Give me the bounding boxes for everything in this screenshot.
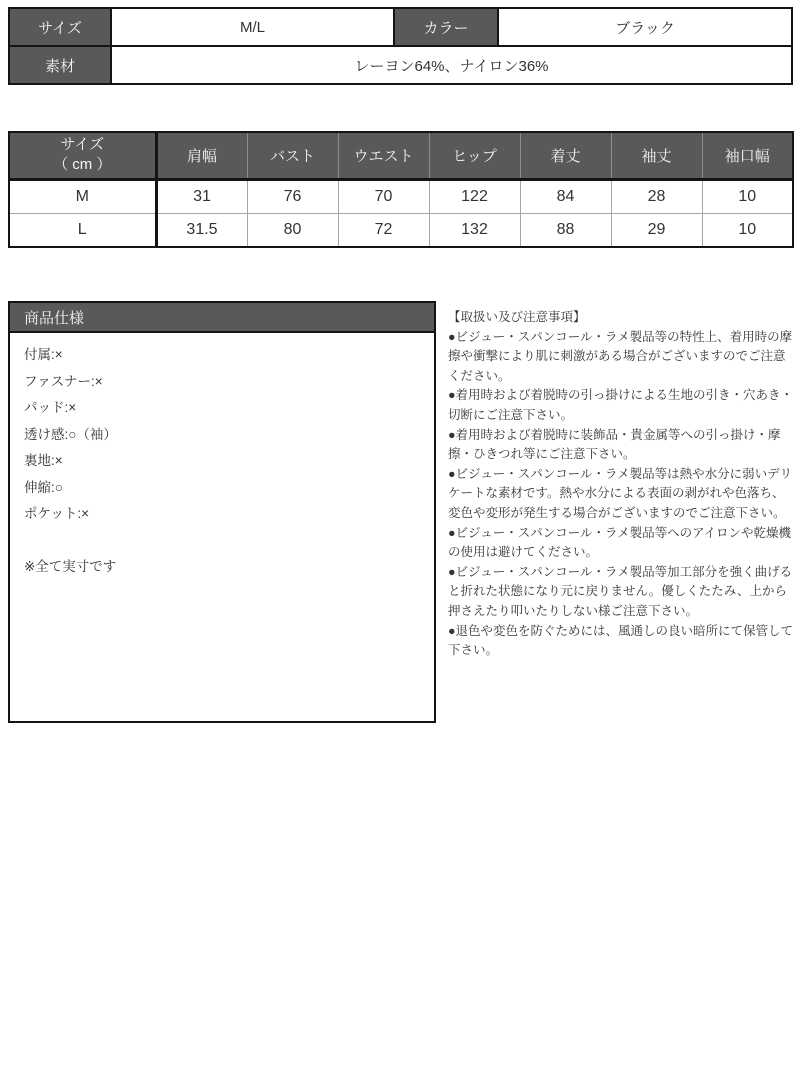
spec-item-pocket: ポケット:× bbox=[24, 506, 89, 521]
care-note-item: ●ビジュー・スパンコール・ラメ製品等は熱や水分に弱いデリケートな素材です。熱や水分による表面の剥がれや色落ち、変色や変形が発生する場合がございますのでご注意下さい。 bbox=[448, 466, 793, 520]
cell-l-hip: 132 bbox=[429, 213, 520, 247]
column-header-waist: ウエスト bbox=[338, 132, 429, 179]
size-label: サイズ bbox=[9, 8, 111, 46]
cell-l-waist: 72 bbox=[338, 213, 429, 247]
care-note-item: ●ビジュー・スパンコール・ラメ製品等へのアイロンや乾燥機の使用は避けてください。 bbox=[448, 525, 792, 560]
care-notes bbox=[448, 308, 795, 661]
product-spec-title: 商品仕様 bbox=[10, 303, 434, 333]
cell-m-sleeve: 28 bbox=[611, 179, 702, 213]
cell-l-bust: 80 bbox=[247, 213, 338, 247]
cell-l-sleeve: 29 bbox=[611, 213, 702, 247]
color-value: ブラック bbox=[498, 8, 792, 46]
care-notes-title: 【取扱い及び注意事項】 bbox=[448, 310, 586, 324]
material-label: 素材 bbox=[9, 46, 111, 84]
size-chart-corner-line2: （ cm ） bbox=[53, 156, 112, 174]
table-row-size-m bbox=[9, 179, 793, 213]
size-value: M/L bbox=[111, 8, 394, 46]
cell-l-cuff: 10 bbox=[702, 213, 793, 247]
cell-m-length: 84 bbox=[520, 179, 611, 213]
column-header-shoulder: 肩幅 bbox=[156, 132, 247, 179]
cell-m-hip: 122 bbox=[429, 179, 520, 213]
spec-item-pad: パッド:× bbox=[24, 400, 77, 415]
size-chart-corner-line1: サイズ bbox=[60, 136, 105, 154]
material-value: レーヨン64%、ナイロン36% bbox=[111, 46, 792, 84]
spec-item-accessories: 付属:× bbox=[24, 347, 63, 362]
care-note-item: ●着用時および着脱時の引っ掛けによる生地の引き・穴あき・切断にご注意下さい。 bbox=[448, 388, 794, 422]
column-header-hip: ヒップ bbox=[429, 132, 520, 179]
cell-m-shoulder: 31 bbox=[156, 179, 247, 213]
spec-item-lining: 裏地:× bbox=[24, 453, 63, 468]
size-chart-corner-header bbox=[9, 132, 156, 179]
size-chart-table bbox=[8, 131, 794, 248]
spec-item-sheerness: 透け感:○（袖） bbox=[24, 426, 117, 442]
cell-m-cuff: 10 bbox=[702, 179, 793, 213]
size-chart-header-row bbox=[9, 132, 793, 179]
cell-m-waist: 70 bbox=[338, 179, 429, 213]
column-header-cuff: 袖口幅 bbox=[702, 132, 793, 179]
spec-measurement-note: ※全て実寸です bbox=[24, 558, 117, 574]
column-header-length: 着丈 bbox=[520, 132, 611, 179]
cell-m-bust: 76 bbox=[247, 179, 338, 213]
spec-row-material bbox=[9, 46, 792, 84]
color-label: カラー bbox=[394, 8, 498, 46]
spec-item-fastener: ファスナー:× bbox=[24, 373, 103, 389]
cell-l-length: 88 bbox=[520, 213, 611, 247]
product-spec-body bbox=[10, 333, 434, 580]
table-row-size-l bbox=[9, 213, 793, 247]
product-spec-box bbox=[8, 301, 436, 723]
column-header-bust: バスト bbox=[247, 132, 338, 179]
care-note-item: ●ビジュー・スパンコール・ラメ製品等加工部分を強く曲げると折れた状態になり元に戻りません。優しくたたみ、上から押さえたり叩いたりしない様ご注意下さい。 bbox=[448, 564, 793, 618]
cell-l-shoulder: 31.5 bbox=[156, 213, 247, 247]
row-label-m: M bbox=[9, 179, 156, 213]
spec-row-size-color bbox=[9, 8, 792, 46]
column-header-sleeve: 袖丈 bbox=[611, 132, 702, 179]
care-note-item: ●着用時および着脱時に装飾品・貴金属等への引っ掛け・摩擦・ひきつれ等にご注意下さい。 bbox=[448, 427, 781, 462]
spec-table bbox=[8, 7, 793, 85]
care-note-item: ●退色や変色を防ぐためには、風通しの良い暗所にて保管して下さい。 bbox=[448, 623, 794, 658]
care-note-item: ●ビジュー・スパンコール・ラメ製品等の特性上、着用時の摩擦や衝撃により肌に刺激がある場合がございますのでご注意ください。 bbox=[448, 329, 793, 383]
spec-item-stretch: 伸縮:○ bbox=[24, 479, 63, 495]
row-label-l: L bbox=[9, 213, 156, 247]
